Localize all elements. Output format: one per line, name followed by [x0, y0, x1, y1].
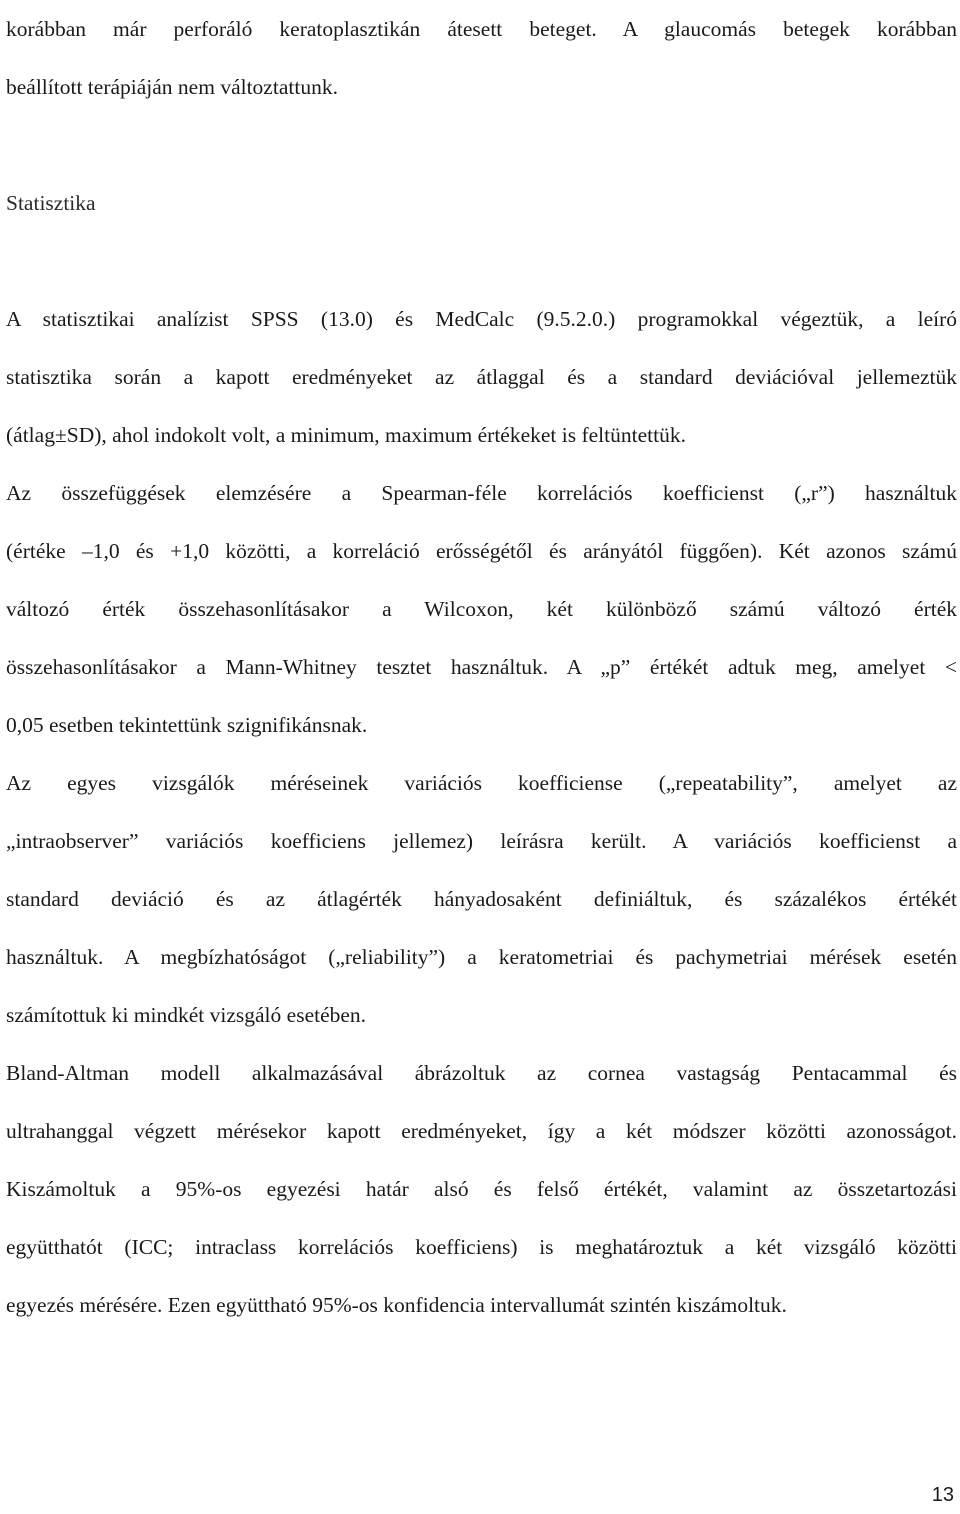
- paragraph-3-line-4: használtuk. A megbízhatóságot („reliability”) a keratometriai és pachymetriai mérések esetén: [6, 945, 957, 969]
- paragraph-2-line-4: összehasonlításakor a Mann-Whitney tesztet használtuk. A „p” értékét adtuk meg, amelyet <: [6, 655, 957, 679]
- paragraph-4-line-4: együtthatót (ICC; intraclass korrelációs koefficiens) is meghatároztuk a két vizsgáló közötti: [6, 1235, 957, 1259]
- paragraph-2-line-3: változó érték összehasonlításakor a Wilcoxon, két különböző számú változó érték: [6, 597, 957, 621]
- intro-line-1: korábban már perforáló keratoplasztikán átesett beteget. A glaucomás betegek korábban: [6, 17, 957, 41]
- paragraph-4-line-1: Bland-Altman modell alkalmazásával ábrázoltuk az cornea vastagság Pentacammal és: [6, 1061, 957, 1085]
- page-number: 13: [931, 1484, 954, 1506]
- document-page: [6, 0, 957, 1334]
- paragraph-1-line-1: A statisztikai analízist SPSS (13.0) és MedCalc (9.5.2.0.) programokkal végeztük, a leíró: [6, 307, 957, 331]
- paragraph-4-line-2: ultrahanggal végzett mérésekor kapott eredményeket, így a két módszer közötti azonosságot.: [6, 1119, 957, 1143]
- paragraph-3-line-5: számítottuk ki mindkét vizsgáló esetében.: [6, 1003, 367, 1027]
- spacer: [6, 232, 957, 290]
- paragraph-2-line-2: (értéke –1,0 és +1,0 közötti, a korreláció erősségétől és arányától függően). Két azonos számú: [6, 539, 957, 563]
- paragraph-3-line-2: „intraobserver” variációs koefficiens jellemez) leírásra került. A variációs koefficienst a: [6, 829, 957, 853]
- spacer: [6, 116, 957, 174]
- paragraph-1-line-2: statisztika során a kapott eredményeket az átlaggal és a standard deviációval jellemeztük: [6, 365, 957, 389]
- intro-line-2: beállított terápiáján nem változtattunk.: [6, 75, 338, 99]
- paragraph-4-line-3: Kiszámoltuk a 95%-os egyezési határ alsó és felső értékét, valamint az összetartozási: [6, 1177, 957, 1201]
- paragraph-1-line-3: (átlag±SD), ahol indokolt volt, a minimum, maximum értékeket is feltüntettük.: [6, 423, 686, 447]
- paragraph-3-line-3: standard deviáció és az átlagérték hányadosaként definiáltuk, és százalékos értékét: [6, 887, 957, 911]
- paragraph-2-line-5: 0,05 esetben tekintettünk szignifikánsnak.: [6, 713, 368, 737]
- paragraph-3-line-1: Az egyes vizsgálók méréseinek variációs koefficiense („repeatability”, amelyet az: [6, 771, 957, 795]
- paragraph-2-line-1: Az összefüggések elemzésére a Spearman-féle korrelációs koefficienst („r”) használtuk: [6, 481, 957, 505]
- paragraph-4-line-5: egyezés mérésére. Ezen együttható 95%-os konfidencia intervallumát szintén kiszámoltuk.: [6, 1293, 787, 1317]
- section-heading: Statisztika: [6, 191, 96, 215]
